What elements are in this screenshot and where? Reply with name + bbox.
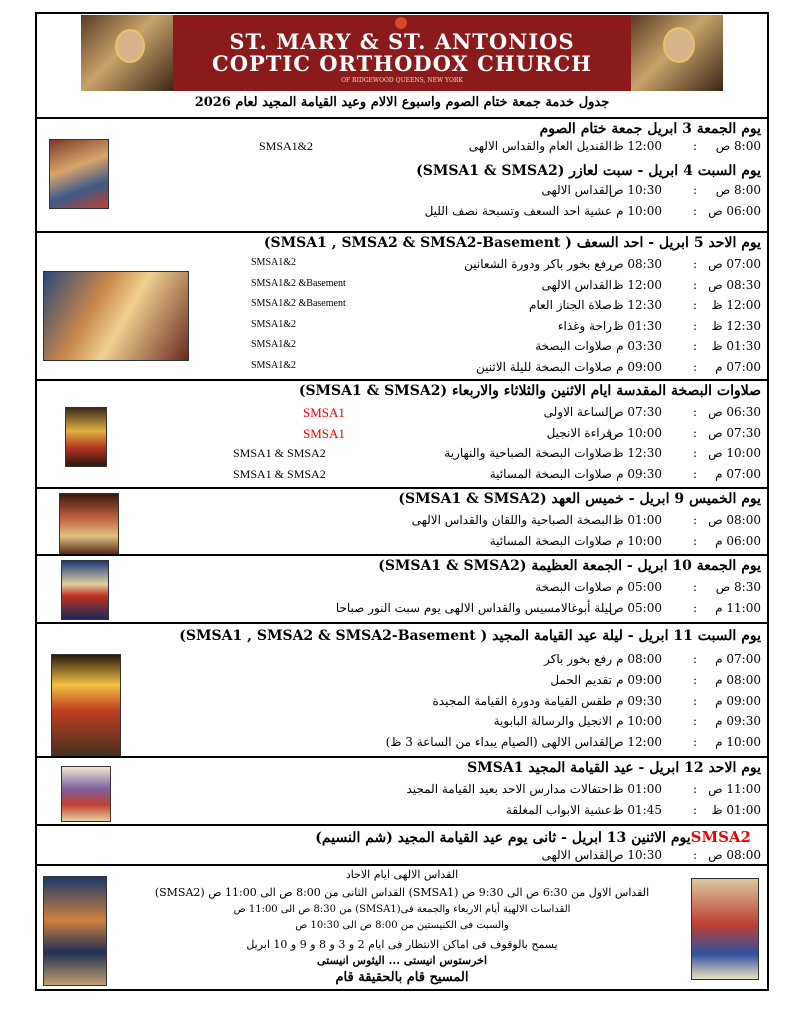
colon-separator: : — [693, 339, 698, 353]
activity: الانجيل والرسالة البابوية — [493, 714, 612, 729]
activity: البصخة الصباحية واللقان والقداس الالهى — [411, 513, 612, 527]
end-time: 03:30 م — [616, 339, 662, 353]
location: SMSA1&2 — [251, 257, 297, 268]
start-time: 09:30 م — [715, 714, 761, 729]
location: SMSA1&2 — [251, 359, 297, 371]
footer-line: القداس الالهى ايام الاحاد — [345, 868, 459, 881]
section-title-text: يوم الجمعة 3 ابريل جمعة ختام الصوم — [539, 121, 761, 137]
location: SMSA1&2 &Basement — [251, 298, 346, 309]
activity: طقس القيامة ودورة القيامة المجيدة — [432, 693, 612, 708]
colon-separator: : — [693, 425, 698, 440]
colon-separator: : — [693, 693, 698, 708]
end-time: 01:30 ظ — [612, 318, 662, 333]
table-row — [37, 694, 767, 714]
end-time: 10:30 ص — [609, 183, 662, 197]
activity: القداس الالهى — [541, 277, 612, 292]
end-time: 10:00 م — [616, 714, 662, 729]
section-title — [467, 760, 761, 776]
activity: صلاوات البصخة المسائية — [489, 466, 612, 481]
schedule-section — [37, 117, 767, 233]
start-time: 12:00 ظ — [711, 298, 761, 312]
colon-separator: : — [693, 580, 698, 594]
start-time: 01:00 ظ — [711, 802, 761, 817]
colon-separator: : — [693, 652, 698, 666]
activity: عشية احد السعف وتسبحة نصف الليل — [424, 204, 612, 218]
activity: راحة وغذاء — [557, 318, 612, 333]
activity: رفع بخور باكر ودورة الشعانين — [464, 257, 612, 271]
colon-separator: : — [693, 257, 698, 271]
table-row — [37, 405, 767, 425]
schedule-section — [37, 756, 767, 826]
location: SMSA1&2 — [259, 139, 314, 153]
location: SMSA1&2 — [251, 339, 297, 350]
location: SMSA1 & SMSA2 — [233, 466, 326, 481]
location: SMSA1&2 &Basement — [251, 277, 346, 289]
end-time: 01:45 ظ — [612, 802, 662, 817]
section-title-text: يوم الخميس 9 ابريل - خميس العهد (SMSA1 & SMSA2) — [398, 491, 761, 507]
activity: رفع بخور باكر — [544, 652, 612, 666]
church-name — [181, 31, 623, 75]
location: SMSA1 — [303, 425, 345, 441]
section-title-text: يوم السبت 4 ابريل - سبت لعازر (SMSA1 & SMSA2) — [416, 163, 761, 179]
end-time: 08:30 ص — [609, 257, 662, 271]
section-title-text: يوم الاحد 12 ابريل - عيد القيامة المجيد SMSA1 — [467, 760, 761, 776]
colon-separator: : — [693, 533, 698, 548]
start-time: 08:00 ص — [708, 513, 761, 527]
table-row — [37, 183, 767, 203]
table-row — [37, 513, 767, 533]
start-time: 07:00 م — [715, 652, 761, 666]
activity: القداس الالهى — [541, 848, 612, 862]
end-time: 05:00 م — [616, 580, 662, 594]
table-row — [37, 278, 767, 298]
table-row — [37, 673, 767, 693]
end-time: 12:00 ظ — [612, 139, 662, 153]
schedule-section — [37, 824, 767, 866]
activity: القنديل العام والقداس الالهى — [468, 139, 612, 153]
colon-separator: : — [693, 405, 698, 419]
section-title — [378, 558, 761, 574]
section-title — [416, 163, 761, 179]
activity: صلاوات البصخة — [535, 339, 612, 353]
table-row — [37, 204, 767, 224]
section-title — [315, 828, 761, 846]
table-row — [37, 467, 767, 487]
page-title: جدول خدمة جمعة ختام الصوم واسبوع الالام وعيد القيامة المجيد لعام 2026 — [194, 95, 610, 110]
activity: صلاوات البصخة — [535, 580, 612, 594]
colon-separator: : — [693, 600, 698, 615]
church-location: OF RIDGEWOOD QUEENS, NEW YORK — [341, 77, 463, 84]
start-time: 06:00 ص — [708, 204, 761, 218]
start-time: 8:00 ص — [715, 139, 761, 153]
saint-antonios-icon — [631, 15, 723, 91]
table-row — [37, 319, 767, 339]
start-time: 07:30 ص — [708, 425, 761, 440]
table-row — [37, 139, 767, 159]
end-time: 10:00 م — [616, 204, 662, 218]
end-time: 12:30 ظ — [612, 446, 662, 460]
end-time: 01:00 ظ — [612, 782, 662, 796]
colon-separator: : — [693, 714, 698, 729]
start-time: 06:00 م — [715, 533, 761, 548]
activity: الساعة الاولى — [543, 405, 612, 419]
footer-line: القداسات الالهية أيام الاربعاء والجمعة فى(SMSA1) من 8:30 ص الى 11:00 ص — [233, 904, 571, 915]
start-time: 08:00 ص — [708, 848, 761, 862]
table-row — [37, 714, 767, 734]
footer-line: المسيح قام بالحقيقة قام — [335, 970, 469, 985]
colon-separator: : — [693, 735, 698, 750]
activity: القداس الالهى (الصيام يبداء من الساعة 3 ظ) — [385, 735, 612, 750]
colon-separator: : — [693, 277, 698, 292]
church-name-line2: COPTIC ORTHODOX CHURCH — [211, 51, 593, 76]
activity: قراءة الانجيل — [546, 425, 612, 440]
table-row — [37, 446, 767, 466]
activity: ليلة أبوغالامسيس والقداس الالهى يوم سبت النور صباحا — [335, 600, 612, 615]
activity: صلاوات البصخة الصباحية والنهارية — [444, 446, 612, 460]
table-row — [37, 735, 767, 755]
footer-section — [37, 864, 767, 991]
table-row — [37, 782, 767, 802]
table-row — [37, 652, 767, 672]
table-row — [37, 426, 767, 446]
end-time: 09:00 م — [616, 672, 662, 687]
end-time: 12:30 ظ — [612, 298, 662, 312]
start-time: 08:00 م — [715, 672, 761, 687]
end-time: 05:00 ص — [609, 600, 662, 615]
end-time: 08:00 م — [616, 652, 662, 666]
colon-separator: : — [693, 298, 698, 312]
section-title — [540, 121, 761, 137]
colon-separator: : — [693, 183, 698, 197]
end-time: 10:00 م — [616, 533, 662, 548]
table-row — [37, 601, 767, 621]
table-row — [37, 580, 767, 600]
section-title — [179, 628, 761, 644]
activity: القداس الالهى — [541, 183, 612, 197]
start-time: 11:00 م — [715, 600, 761, 615]
end-time: 01:00 ظ — [612, 513, 662, 527]
table-row — [37, 534, 767, 554]
activity: احتفالات مدارس الاحد بعيد القيامة المجيد — [406, 782, 612, 796]
table-row — [37, 803, 767, 823]
end-time: 09:30 م — [616, 466, 662, 481]
activity: عشية الابواب المغلقة — [505, 802, 612, 817]
start-time: 06:30 ص — [708, 405, 761, 419]
start-time: 07:00 م — [715, 466, 761, 481]
cross-icon — [395, 17, 407, 29]
colon-separator: : — [693, 802, 698, 817]
schedule-section — [37, 554, 767, 624]
church-banner — [81, 15, 723, 91]
section-title-text: يوم الجمعة 10 ابريل - الجمعة العظيمة (SMSA1 & SMSA2) — [378, 558, 761, 574]
activity: صلاة الجناز العام — [529, 298, 612, 312]
colon-separator: : — [693, 204, 698, 218]
virgin-mary-icon — [81, 15, 173, 91]
colon-separator: : — [693, 318, 698, 333]
section-title-text: يوم الاحد 5 ابريل - احد السعف ( SMSA1 , SMSA2 & SMSA2-Basement) — [263, 235, 761, 251]
footer-line: اخرستوس انيستى ... اليثوس انيستى — [316, 954, 487, 967]
start-time: 09:00 م — [715, 693, 761, 708]
footer-line: يسمح بالوقوف فى اماكن الانتظار فى ايام 2 و 3 و 8 و 9 و 10 ابريل — [246, 938, 558, 951]
colon-separator: : — [693, 672, 698, 687]
activity: صلاوات البصخة المسائية — [489, 533, 612, 548]
colon-separator: : — [693, 513, 698, 527]
section-title — [299, 383, 761, 399]
end-time: 09:00 م — [616, 359, 662, 374]
end-time: 10:30 ص — [609, 848, 662, 862]
start-time: 11:00 ص — [708, 782, 761, 796]
end-time: 09:30 م — [616, 693, 662, 708]
end-time: 10:00 ص — [609, 425, 662, 440]
location: SMSA1&2 — [251, 318, 297, 330]
colon-separator: : — [693, 466, 698, 481]
start-time: 08:30 ص — [708, 277, 761, 292]
colon-separator: : — [693, 782, 698, 796]
table-row — [37, 339, 767, 359]
start-time: 8:00 ص — [715, 183, 761, 197]
table-row — [37, 298, 767, 318]
schedule-section — [37, 487, 767, 556]
start-time: 07:00 ص — [708, 257, 761, 271]
start-time: 10:00 م — [715, 735, 761, 750]
table-row — [37, 360, 767, 380]
location: SMSA1 & SMSA2 — [233, 446, 326, 460]
start-time: 12:30 ظ — [711, 318, 761, 333]
section-title-tag: SMSA2 — [690, 828, 751, 846]
start-time: 10:00 ص — [708, 446, 761, 460]
activity: تقديم الحمل — [550, 672, 612, 687]
colon-separator: : — [693, 359, 698, 374]
location: SMSA1 — [303, 405, 345, 420]
start-time: 01:30 ظ — [711, 339, 761, 353]
section-title-text: يوم الاثنين 13 ابريل - ثانى يوم عيد القيامة المجيد (شم النسيم) — [315, 830, 691, 846]
activity: صلاوات البصخة لليلة الاثنين — [476, 359, 612, 374]
section-title-text: صلاوات البصخة المقدسة ايام الاثنين والثلاثاء والاربعاء (SMSA1 & SMSA2) — [298, 383, 761, 399]
colon-separator: : — [693, 139, 698, 153]
section-title — [264, 235, 761, 251]
colon-separator: : — [693, 848, 698, 862]
colon-separator: : — [693, 446, 698, 460]
end-time: 07:30 ص — [609, 405, 662, 419]
church-name-line1: ST. MARY & ST. ANTONIOS — [229, 29, 575, 54]
schedule-section — [37, 231, 767, 381]
schedule-section — [37, 622, 767, 758]
end-time: 12:00 ص — [609, 735, 662, 750]
footer-line: والسبت فى الكنيستين من 8:00 ص الى 10:30 ص — [295, 920, 509, 931]
section-title — [398, 491, 761, 507]
start-time: 07:00 م — [715, 359, 761, 374]
footer-line: القداس الاول من 6:30 ص الى 9:30 ص (SMSA1) القداس الثانى من 8:00 ص الى 11:00 ص (SMSA2) — [154, 886, 650, 899]
table-row — [37, 257, 767, 277]
schedule-section — [37, 379, 767, 489]
section-title-text: يوم السبت 11 ابريل - ليلة عيد القيامة المجيد ( SMSA1 , SMSA2 & SMSA2-Basement) — [179, 628, 761, 644]
end-time: 12:00 ظ — [612, 277, 662, 292]
start-time: 8:30 ص — [715, 580, 761, 594]
